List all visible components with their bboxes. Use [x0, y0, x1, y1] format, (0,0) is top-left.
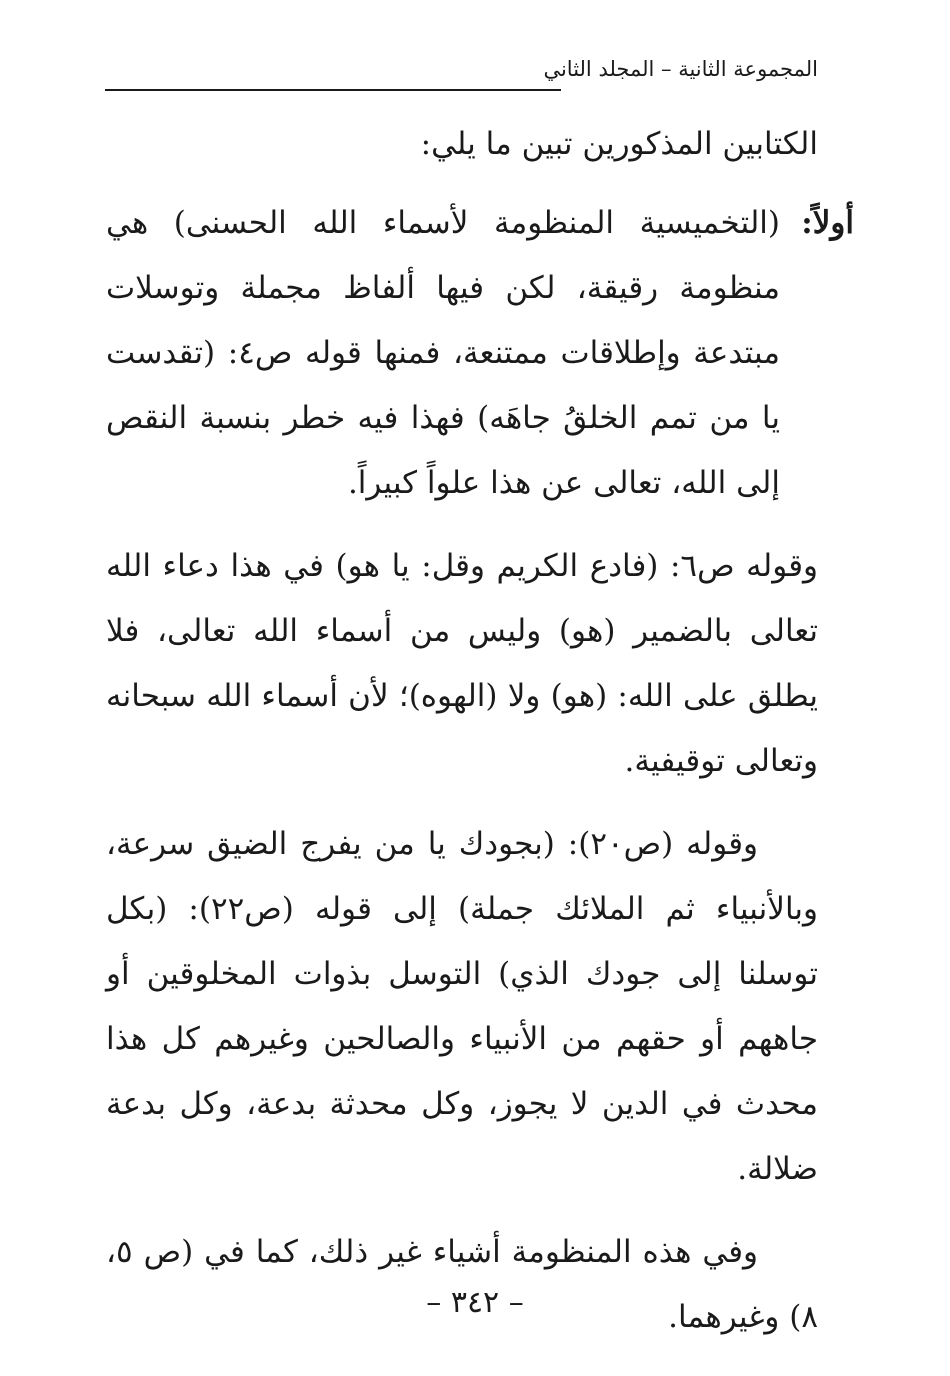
- fourth-paragraph: وفي هذه المنظومة أشياء غير ذلك، كما في (ص ٥، ٨) وغيرهما.: [106, 1234, 818, 1335]
- third-paragraph: وقوله (ص٢٠): (بجودك يا من يفرج الضيق سرعة، وبالأنبياء ثم الملائك جملة) إلى قوله (ص٢٢): (بكل توسلنا إلى جودك الذي) التوسل بذوات المخلوقين أو جاههم أو حقهم من الأنبياء والصالحين وغيرهم كل هذا محدث في الدين لا يجوز، وكل محدثة بدعة، وكل بدعة ضلالة.: [106, 826, 818, 1187]
- header-rule: [105, 89, 561, 91]
- second-paragraph: وقوله ص٦: (فادع الكريم وقل: يا هو) في هذا دعاء الله تعالى بالضمير (هو) وليس من أسماء الله تعالى، فلا يطلق على الله: (هو) ولا (الهوه)؛ لأن أسماء الله سبحانه وتعالى توقيفية.: [106, 548, 819, 779]
- first-point-paragraph: [106, 191, 854, 516]
- first-point-text: (التخميسية المنظومة لأسماء الله الحسنى) هي منظومة رقيقة، لكن فيها ألفاظ مجملة وتوسلات مبتدعة وإطلاقات ممتنعة، فمنها قوله ص٤: (تقدست يا من تمم الخلقُ جاهَه) فهذا فيه خطر بنسبة النقص إلى الله، تعالى عن هذا علواً كبيراً.: [106, 205, 780, 501]
- running-header: المجموعة الثانية – المجلد الثاني: [543, 57, 818, 81]
- body-text: [106, 112, 854, 1350]
- intro-paragraph: الكتابين المذكورين تبين ما يلي:: [420, 126, 818, 162]
- page-number: – ٣٤٢ –: [426, 1285, 524, 1320]
- first-point-label: أولاً:: [801, 205, 854, 241]
